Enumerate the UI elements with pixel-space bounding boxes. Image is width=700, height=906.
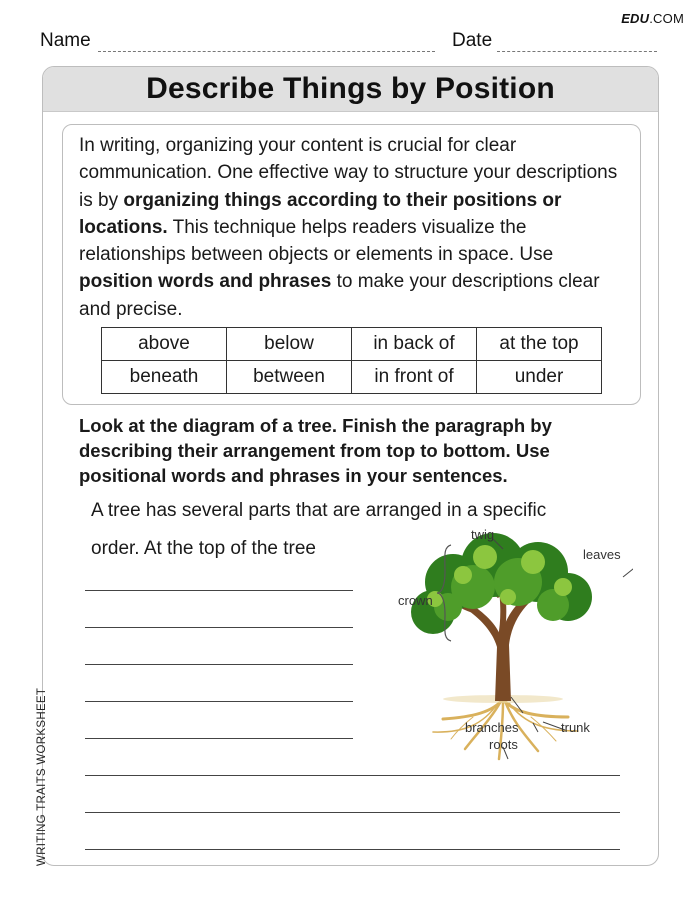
date-label: Date — [452, 30, 493, 51]
paragraph-line-1: A tree has several parts that are arranged in a specific — [91, 500, 547, 521]
table-cell: in front of — [352, 361, 477, 394]
answer-line-5[interactable] — [85, 738, 353, 739]
table-row — [102, 328, 602, 361]
intro-paragraph — [79, 132, 629, 323]
title-bar — [43, 67, 658, 112]
label-branches: branches — [465, 720, 519, 735]
name-label: Name — [40, 30, 91, 51]
table-cell: at the top — [477, 328, 602, 361]
table-cell: between — [227, 361, 352, 394]
worksheet-frame — [42, 66, 659, 866]
label-roots: roots — [489, 737, 518, 752]
brand-logo-suffix: .COM — [649, 11, 684, 26]
name-field[interactable] — [98, 51, 435, 52]
label-crown: crown — [398, 593, 433, 608]
label-twig: twig — [471, 527, 495, 542]
info-box — [62, 124, 641, 405]
intro-text-3: to make your descriptions clear and precise. — [79, 271, 600, 320]
intro-bold-1: organizing things according to their positions or locations. — [79, 189, 562, 238]
table-cell: below — [227, 328, 352, 361]
table-row — [102, 361, 602, 394]
label-trunk: trunk — [561, 720, 590, 735]
table-cell: above — [102, 328, 227, 361]
side-label: WRITING TRAITS WORKSHEET — [36, 687, 48, 866]
tree-diagram — [353, 527, 633, 767]
paragraph-line-2: order. At the top of the tree — [91, 538, 316, 559]
table-cell: in back of — [352, 328, 477, 361]
brand-logo — [621, 11, 684, 26]
intro-text-1: In writing, organizing your content is crucial for clear communication. One effective way to structure your descriptions is by — [79, 135, 618, 211]
intro-text-2: This technique helps readers visualize the relationships between objects or elements in space. Use — [79, 216, 554, 266]
answer-line-7[interactable] — [85, 812, 620, 813]
answer-line-1[interactable] — [85, 590, 353, 591]
page-title: Describe Things by Position — [146, 72, 555, 105]
header-fields — [40, 30, 660, 54]
label-leaves: leaves — [583, 547, 621, 562]
position-words-table — [101, 327, 602, 394]
table-cell: beneath — [102, 361, 227, 394]
answer-line-3[interactable] — [85, 664, 353, 665]
answer-line-8[interactable] — [85, 849, 620, 850]
answer-line-4[interactable] — [85, 701, 353, 702]
instructions: Look at the diagram of a tree. Finish the paragraph by describing their arrangement from top to bottom. Use positional words and phrases in your sentences. — [79, 415, 552, 486]
table-cell: under — [477, 361, 602, 394]
date-field[interactable] — [497, 51, 657, 52]
brand-logo-bold: EDU — [621, 11, 650, 26]
intro-bold-2: position words and phrases — [79, 271, 332, 293]
answer-line-2[interactable] — [85, 627, 353, 628]
answer-line-6[interactable] — [85, 775, 620, 776]
